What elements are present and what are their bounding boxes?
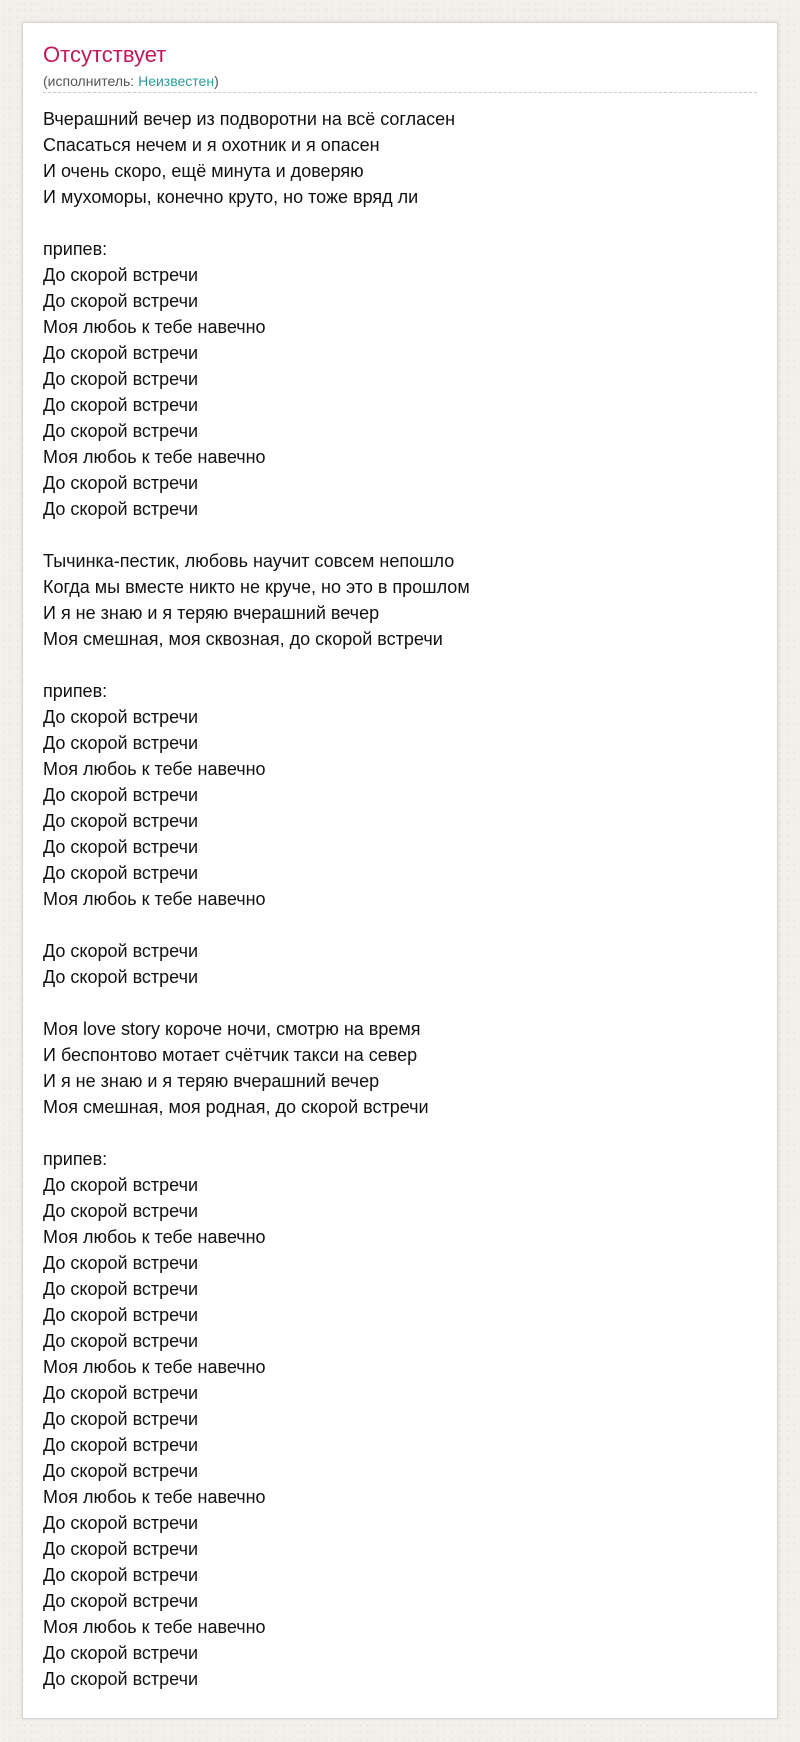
lyric-line: До скорой встречи bbox=[43, 733, 199, 753]
lyric-line: Моя любоь к тебе навечно bbox=[43, 759, 266, 779]
artist-link[interactable]: Неизвестен bbox=[138, 73, 215, 89]
blank-line bbox=[43, 522, 743, 548]
lyric-line: До скорой встречи bbox=[43, 265, 199, 285]
lyric-line: До скорой встречи bbox=[43, 499, 199, 519]
lyric-line: До скорой встречи bbox=[43, 1461, 199, 1481]
lyric-line: Моя любоь к тебе навечно bbox=[43, 889, 266, 909]
lyrics-card bbox=[22, 22, 778, 1719]
lyric-line: До скорой встречи bbox=[43, 785, 199, 805]
lyric-line: До скорой встречи bbox=[43, 1201, 199, 1221]
artist-prefix: (исполнитель: bbox=[43, 73, 139, 89]
lyric-line: И я не знаю и я теряю вчерашний вечер bbox=[43, 1071, 380, 1091]
lyrics-body bbox=[43, 106, 743, 1692]
lyric-line: Моя love story короче ночи, смотрю на время bbox=[43, 1019, 421, 1039]
lyric-line: До скорой встречи bbox=[43, 1409, 199, 1429]
divider bbox=[43, 92, 757, 93]
artist-suffix: ) bbox=[214, 73, 219, 89]
artist-line bbox=[43, 73, 219, 89]
lyric-line: припев: bbox=[43, 1149, 108, 1169]
lyric-line: До скорой встречи bbox=[43, 1253, 199, 1273]
lyric-line: До скорой встречи bbox=[43, 1565, 199, 1585]
lyric-line: До скорой встречи bbox=[43, 1591, 199, 1611]
blank-line bbox=[43, 1120, 743, 1146]
lyric-line: До скорой встречи bbox=[43, 1669, 199, 1689]
lyric-line: И очень скоро, ещё минута и доверяю bbox=[43, 161, 364, 181]
lyric-line: До скорой встречи bbox=[43, 707, 199, 727]
lyric-line: До скорой встречи bbox=[43, 1331, 199, 1351]
lyric-line: Моя любоь к тебе навечно bbox=[43, 1617, 266, 1637]
lyric-line: До скорой встречи bbox=[43, 291, 199, 311]
lyric-line: До скорой встречи bbox=[43, 967, 199, 987]
lyric-line: До скорой встречи bbox=[43, 1305, 199, 1325]
lyric-line: До скорой встречи bbox=[43, 343, 199, 363]
blank-line bbox=[43, 990, 743, 1016]
lyric-line: Моя любоь к тебе навечно bbox=[43, 1357, 266, 1377]
lyric-line: До скорой встречи bbox=[43, 473, 199, 493]
lyric-line: До скорой встречи bbox=[43, 1643, 199, 1663]
lyric-line: И мухоморы, конечно круто, но тоже вряд ли bbox=[43, 187, 419, 207]
lyric-line: До скорой встречи bbox=[43, 395, 199, 415]
blank-line bbox=[43, 652, 743, 678]
lyric-line: До скорой встречи bbox=[43, 369, 199, 389]
lyric-line: До скорой встречи bbox=[43, 421, 199, 441]
lyric-line: Моя любоь к тебе навечно bbox=[43, 447, 266, 467]
lyric-line: До скорой встречи bbox=[43, 811, 199, 831]
blank-line bbox=[43, 210, 743, 236]
lyric-line: Тычинка-пестик, любовь научит совсем непошло bbox=[43, 551, 455, 571]
lyric-line: припев: bbox=[43, 681, 108, 701]
lyric-line: До скорой встречи bbox=[43, 941, 199, 961]
lyric-line: До скорой встречи bbox=[43, 1539, 199, 1559]
lyric-line: До скорой встречи bbox=[43, 863, 199, 883]
lyric-line: До скорой встречи bbox=[43, 1435, 199, 1455]
lyric-line: Вчерашний вечер из подворотни на всё согласен bbox=[43, 109, 456, 129]
song-title: Отсутствует bbox=[43, 42, 167, 67]
lyric-line: Когда мы вместе никто не круче, но это в прошлом bbox=[43, 577, 470, 597]
lyric-line: Моя любоь к тебе навечно bbox=[43, 317, 266, 337]
lyric-line: До скорой встречи bbox=[43, 837, 199, 857]
lyric-line: Моя любоь к тебе навечно bbox=[43, 1487, 266, 1507]
lyric-line: До скорой встречи bbox=[43, 1513, 199, 1533]
lyric-line: До скорой встречи bbox=[43, 1383, 199, 1403]
lyric-line: Спасаться нечем и я охотник и я опасен bbox=[43, 135, 380, 155]
lyric-line: И я не знаю и я теряю вчерашний вечер bbox=[43, 603, 380, 623]
lyric-line: Моя смешная, моя сквозная, до скорой встречи bbox=[43, 629, 443, 649]
lyric-line: До скорой встречи bbox=[43, 1279, 199, 1299]
lyric-line: Моя любоь к тебе навечно bbox=[43, 1227, 266, 1247]
lyric-line: Моя смешная, моя родная, до скорой встречи bbox=[43, 1097, 429, 1117]
blank-line bbox=[43, 912, 743, 938]
lyric-line: И беспонтово мотает счётчик такси на север bbox=[43, 1045, 418, 1065]
lyric-line: До скорой встречи bbox=[43, 1175, 199, 1195]
lyric-line: припев: bbox=[43, 239, 108, 259]
